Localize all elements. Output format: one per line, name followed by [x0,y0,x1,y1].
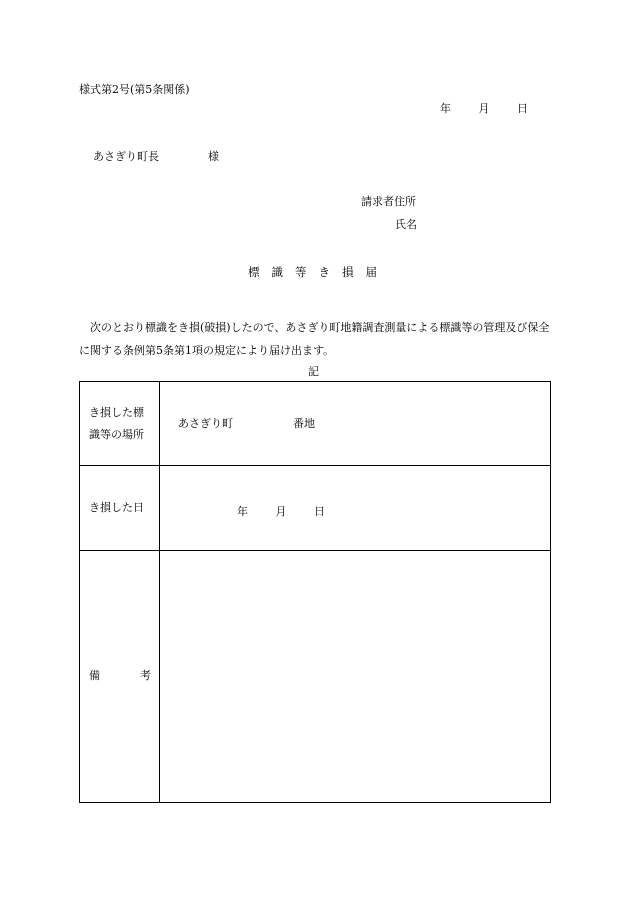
recipient-name: あさぎり町長 [93,150,159,163]
damage-date-label: き損した日 [89,501,144,514]
table-row-damage-date [80,466,550,551]
column-divider [159,466,160,550]
location-label-line1: き損した標 [89,406,144,419]
damage-date-day: 日 [314,505,325,518]
column-divider [159,551,160,802]
remarks-label-char2: 考 [140,669,151,682]
ki-heading: 記 [308,365,319,378]
body-paragraph: 次のとおり標識をき損(破損)したので、あさぎり町地籍調査測量による標識等の管理及び保全に関する条例第5条第1項の規定により届け出ます。 [79,321,550,357]
date-day: 日 [517,102,528,115]
remarks-label-char1: 備 [89,669,100,682]
date-month: 月 [478,102,490,115]
damage-date-year: 年 [237,505,248,518]
submission-date [440,103,528,114]
column-divider [159,382,160,465]
location-town: あさぎり町 [178,417,233,430]
recipient-suffix: 様 [208,150,219,163]
record-table [79,381,551,803]
damage-date-value [237,506,325,517]
location-banchi: 番地 [293,417,315,430]
form-number: 様式第2号(第5条関係) [79,83,190,96]
date-year: 年 [440,102,451,115]
table-row-remarks [80,551,550,802]
location-label [89,402,144,446]
requester-name-label: 氏名 [395,218,417,231]
remarks-label [89,665,151,687]
damage-date-month: 月 [275,505,287,518]
requester-address-label: 請求者住所 [361,195,416,208]
location-label-line2: 識等の場所 [89,428,144,441]
table-row-location [80,382,550,466]
document-title: 標識等き損届 [248,265,389,279]
